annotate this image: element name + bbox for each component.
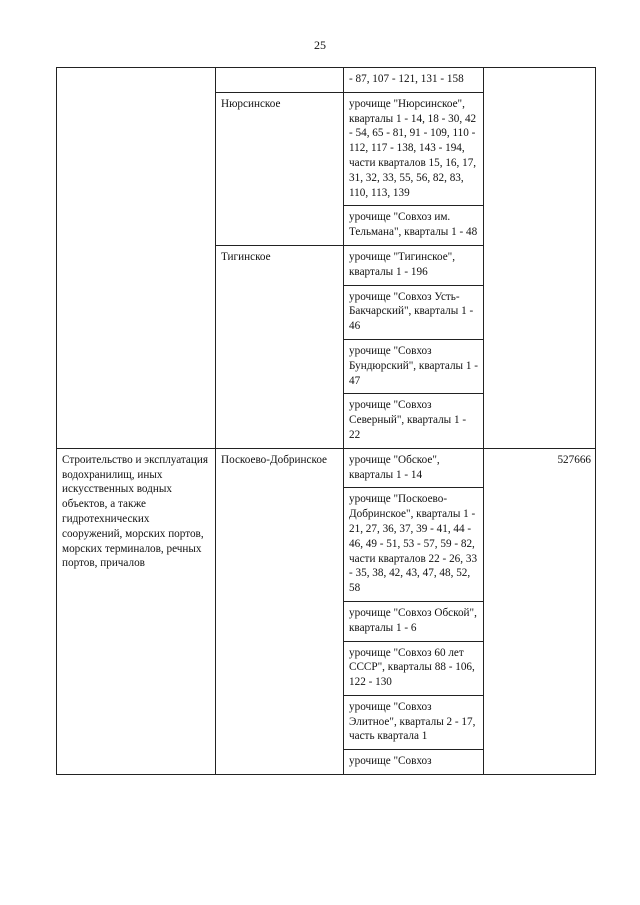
tract-cell: урочище "Совхоз Бундюрский", кварталы 1 - 47 xyxy=(344,339,484,393)
table-row xyxy=(57,448,596,488)
tract-cell: урочище "Совхоз им. Тельмана", кварталы 1 - 48 xyxy=(344,206,484,246)
tract-cell: урочище "Совхоз Северный", кварталы 1 - 22 xyxy=(344,394,484,448)
forestry-cell: Нюрсинское xyxy=(216,92,344,245)
forestry-cell-empty xyxy=(216,68,344,93)
forestry-cell: Поскоево-Добринское xyxy=(216,448,344,774)
table-row xyxy=(57,68,596,93)
page-number: 25 xyxy=(314,38,326,52)
tract-cell: урочище "Совхоз xyxy=(344,750,484,775)
forestry-cell: Тигинское xyxy=(216,245,344,448)
tract-cell: урочище "Совхоз Усть-Бакчарский", кварталы 1 - 46 xyxy=(344,285,484,339)
tract-cell: урочище "Тигинское", кварталы 1 - 196 xyxy=(344,245,484,285)
tract-cell: - 87, 107 - 121, 131 - 158 xyxy=(344,68,484,93)
area-cell: 527666 xyxy=(484,448,596,774)
tract-cell: урочище "Нюрсинское", кварталы 1 - 14, 18 - 30, 42 - 54, 65 - 81, 91 - 109, 110 - 112, 117 - 138, 143 - 194, части кварталов 15, 16, 17, 31, 32, 33, 55, 56, 82, 83, 110, 113, 139 xyxy=(344,92,484,206)
area-cell-empty xyxy=(484,68,596,449)
land-use-table xyxy=(56,67,596,775)
purpose-cell-empty xyxy=(57,68,216,449)
tract-cell: урочище "Поскоево-Добринское", кварталы 1 - 21, 27, 36, 37, 39 - 41, 44 - 46, 49 - 51, 53 - 57, 59 - 82, части кварталов 22 - 26, 33 - 35, 38, 42, 43, 47, 48, 52, 58 xyxy=(344,488,484,602)
tract-cell: урочище "Совхоз Элитное", кварталы 2 - 17, часть квартала 1 xyxy=(344,695,484,749)
tract-cell: урочище "Совхоз 60 лет СССР", кварталы 88 - 106, 122 - 130 xyxy=(344,641,484,695)
tract-cell: урочище "Обское", кварталы 1 - 14 xyxy=(344,448,484,488)
tract-cell: урочище "Совхоз Обской", кварталы 1 - 6 xyxy=(344,601,484,641)
purpose-cell: Строительство и эксплуатация водохранилищ, иных искусственных водных объектов, а также гидротехнических сооружений, морских портов, морских терминалов, речных портов, причалов xyxy=(57,448,216,774)
